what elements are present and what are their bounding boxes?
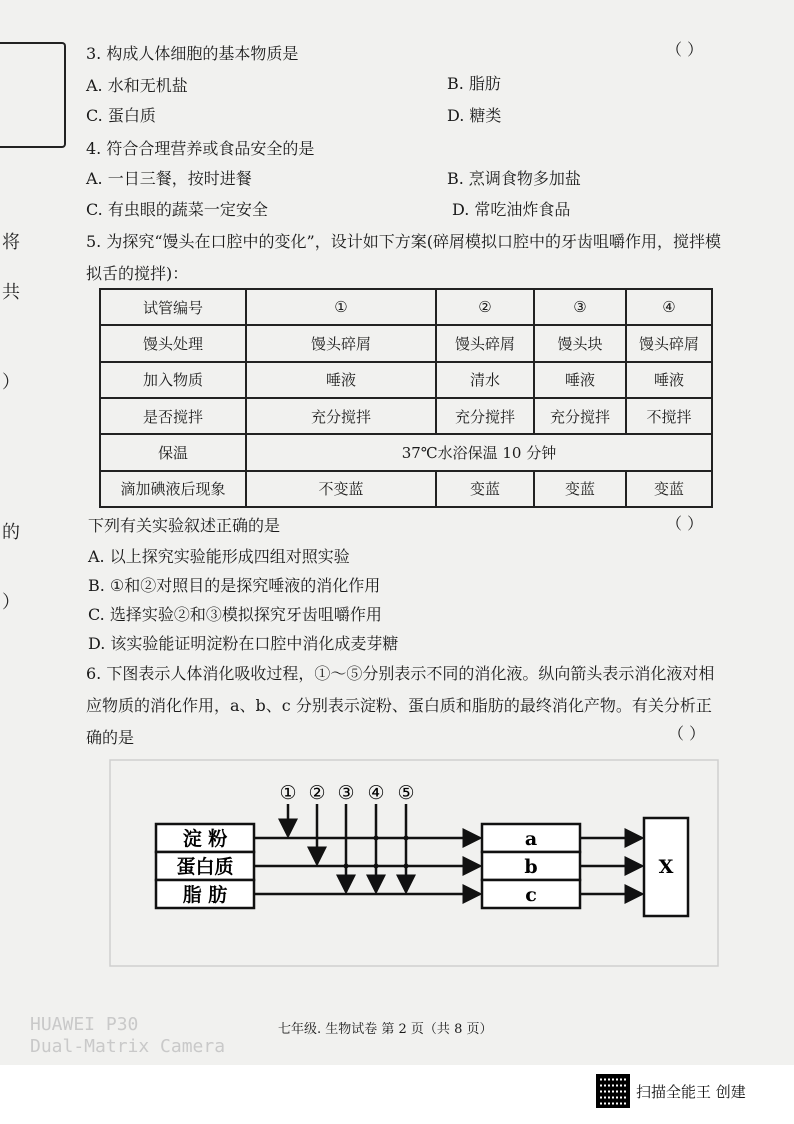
edge-char-1: 将 bbox=[2, 232, 20, 253]
q6-stem: 6. 下图表示人体消化吸收过程，①～⑤分别表示不同的消化液。纵向箭头表示消化液对相应物质的消化作用，a、b、c 分别表示淀粉、蛋白质和脂肪的最终消化产物。有关分析正确的是 bbox=[86, 664, 715, 747]
table-cell: 清水 bbox=[436, 362, 534, 398]
scanner-label: 扫描全能王 创建 bbox=[636, 1082, 746, 1101]
product-b-label: b bbox=[524, 856, 538, 878]
fat-label: 脂 肪 bbox=[182, 884, 228, 906]
table-cell: 是否搅拌 bbox=[100, 398, 246, 434]
table-cell: 保温 bbox=[100, 434, 246, 470]
juice-4-label: ④ bbox=[367, 782, 385, 804]
table-cell: 唾液 bbox=[246, 362, 436, 398]
q5-option-b: B. ①和②对照目的是探究唾液的消化作用 bbox=[88, 576, 381, 595]
q5-answer-paren: （ ） bbox=[666, 514, 704, 533]
q6-answer-paren: （ ） bbox=[668, 724, 706, 743]
camera-model-line: Dual-Matrix Camera bbox=[30, 1036, 226, 1057]
junction-dot bbox=[404, 864, 409, 869]
table-cell: 馒头碎屑 bbox=[626, 325, 712, 361]
table-cell: 变蓝 bbox=[436, 471, 534, 507]
table-cell: 馒头处理 bbox=[100, 325, 246, 361]
juice-1-label: ① bbox=[279, 782, 297, 804]
digestion-diagram-svg bbox=[108, 758, 720, 970]
table-cell: ② bbox=[436, 289, 534, 325]
table-row bbox=[100, 325, 712, 361]
table-cell: 试管编号 bbox=[100, 289, 246, 325]
table-row bbox=[100, 289, 712, 325]
table-cell: 充分搅拌 bbox=[436, 398, 534, 434]
table-cell: 唾液 bbox=[534, 362, 626, 398]
q4-option-a: A. 一日三餐，按时进餐 bbox=[86, 169, 252, 188]
digestion-diagram bbox=[108, 758, 720, 970]
q3-option-a: A. 水和无机盐 bbox=[86, 76, 188, 95]
junction-dot bbox=[344, 864, 349, 869]
table-row bbox=[100, 398, 712, 434]
q4-option-c: C. 有虫眼的蔬菜一定安全 bbox=[86, 200, 268, 219]
table-cell: ③ bbox=[534, 289, 626, 325]
q5-ask: 下列有关实验叙述正确的是 bbox=[88, 516, 281, 535]
edge-char-2: 共 bbox=[2, 282, 20, 303]
table-cell: ① bbox=[246, 289, 436, 325]
product-c-label: c bbox=[525, 884, 537, 906]
table-cell: 馒头块 bbox=[534, 325, 626, 361]
q3-stem: 3. 构成人体细胞的基本物质是 bbox=[86, 44, 299, 63]
edge-char-3: ） bbox=[2, 372, 20, 393]
table-cell: 馒头碎屑 bbox=[246, 325, 436, 361]
edge-char-5: ） bbox=[2, 592, 20, 613]
q4-option-b: B. 烹调食物多加盐 bbox=[447, 169, 581, 188]
experiment-table bbox=[99, 288, 713, 508]
q4-stem: 4. 符合合理营养或食品安全的是 bbox=[86, 139, 315, 158]
table-cell: 充分搅拌 bbox=[246, 398, 436, 434]
q5-option-d: D. 该实验能证明淀粉在口腔中消化成麦芽糖 bbox=[88, 634, 399, 653]
juice-3-label: ③ bbox=[337, 782, 355, 804]
protein-label: 蛋白质 bbox=[176, 856, 234, 878]
adjacent-page-box bbox=[0, 42, 66, 148]
camera-brand-line: HUAWEI P30 bbox=[30, 1014, 139, 1035]
table-row bbox=[100, 362, 712, 398]
table-row bbox=[100, 434, 712, 470]
q3-option-d: D. 糖类 bbox=[447, 106, 502, 125]
table-cell: 不变蓝 bbox=[246, 471, 436, 507]
page-footer: 七年级. 生物试卷 第 2 页（共 8 页） bbox=[278, 1022, 493, 1037]
camera-watermark bbox=[30, 1014, 225, 1058]
junction-dot bbox=[374, 864, 379, 869]
table-cell: 充分搅拌 bbox=[534, 398, 626, 434]
table-cell: 变蓝 bbox=[626, 471, 712, 507]
scanner-badge bbox=[596, 1074, 746, 1108]
q3-option-c: C. 蛋白质 bbox=[86, 106, 156, 125]
edge-char-4: 的 bbox=[2, 522, 20, 543]
table-cell: ④ bbox=[626, 289, 712, 325]
table-row bbox=[100, 471, 712, 507]
juice-5-label: ⑤ bbox=[397, 782, 415, 804]
table-cell: 滴加碘液后现象 bbox=[100, 471, 246, 507]
table-cell: 唾液 bbox=[626, 362, 712, 398]
x-label: X bbox=[658, 856, 674, 878]
starch-label: 淀 粉 bbox=[182, 828, 228, 850]
product-a-label: a bbox=[524, 828, 538, 850]
table-cell: 加入物质 bbox=[100, 362, 246, 398]
q3-answer-paren: （ ） bbox=[666, 40, 704, 59]
q5-stem: 5. 为探究“馒头在口腔中的变化”，设计如下方案(碎屑模拟口腔中的牙齿咀嚼作用，搅拌模拟舌的搅拌)： bbox=[86, 232, 721, 283]
table-cell: 37℃水浴保温 10 分钟 bbox=[246, 434, 712, 470]
table-cell: 馒头碎屑 bbox=[436, 325, 534, 361]
juice-2-label: ② bbox=[308, 782, 326, 804]
q5-option-c: C. 选择实验②和③模拟探究牙齿咀嚼作用 bbox=[88, 605, 382, 624]
q5-option-a: A. 以上探究实验能形成四组对照实验 bbox=[88, 547, 350, 566]
junction-dot bbox=[404, 836, 409, 841]
table-cell: 不搅拌 bbox=[626, 398, 712, 434]
junction-dot bbox=[374, 836, 379, 841]
qr-code-icon bbox=[596, 1074, 630, 1108]
q3-option-b: B. 脂肪 bbox=[447, 74, 501, 93]
q4-option-d: D. 常吃油炸食品 bbox=[452, 200, 571, 219]
table-cell: 变蓝 bbox=[534, 471, 626, 507]
